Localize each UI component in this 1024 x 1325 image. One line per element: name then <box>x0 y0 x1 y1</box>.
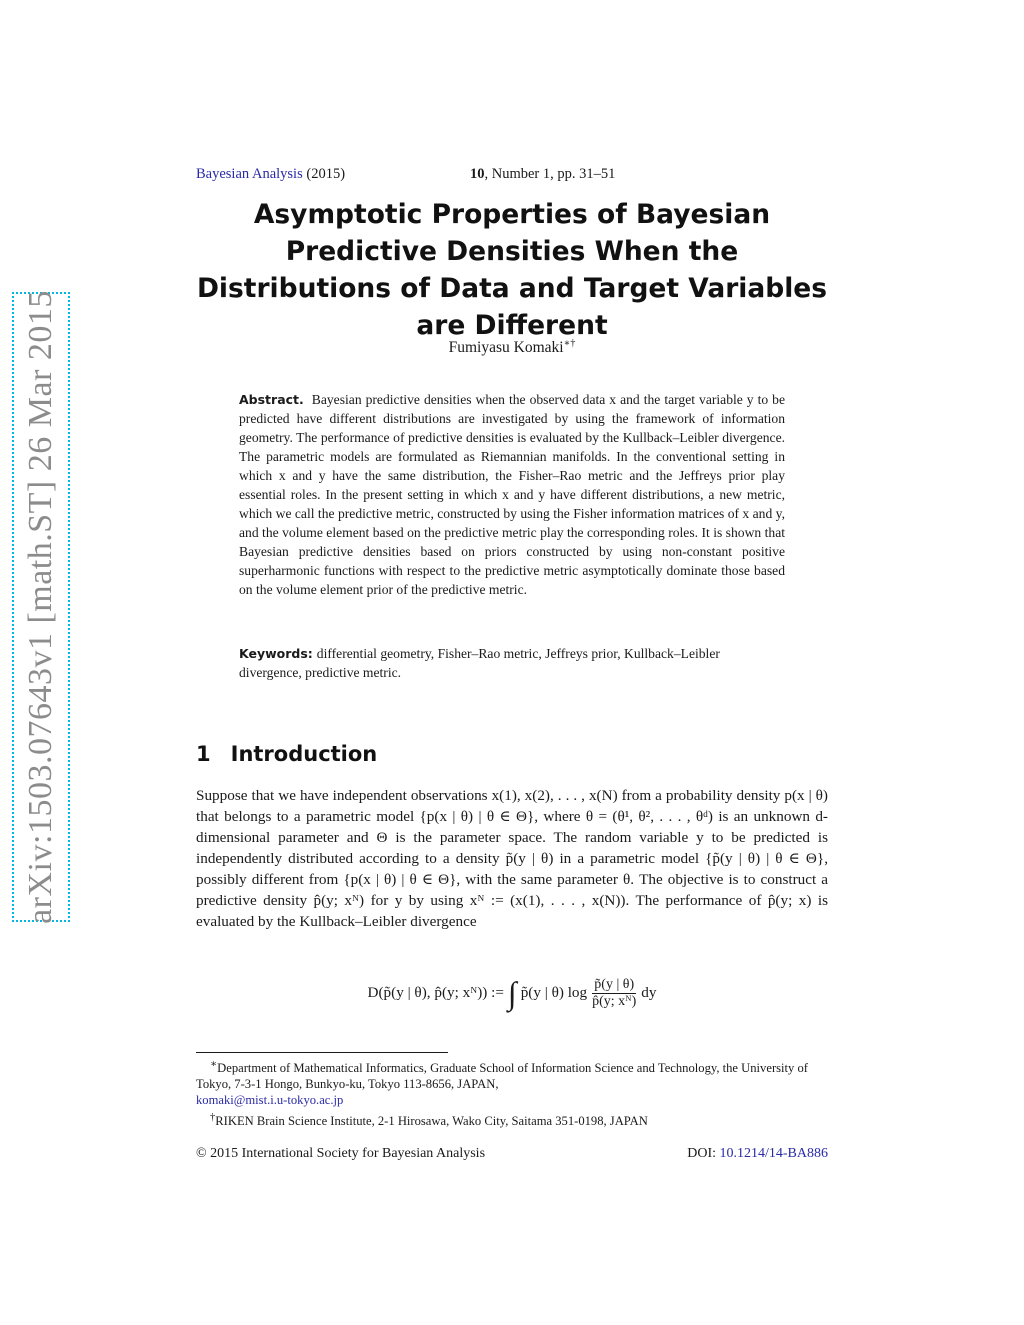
journal-year: (2015) <box>306 166 346 182</box>
equation-differential: dy <box>641 984 657 1001</box>
arxiv-stamp <box>12 292 70 922</box>
volume-number: 10 <box>470 166 485 182</box>
arxiv-identifier: arXiv:1503.07643v1 [math.ST] 26 Mar 2015 <box>22 290 59 924</box>
keywords-label: Keywords: <box>239 646 313 661</box>
author-email-link[interactable]: komaki@mist.i.u-tokyo.ac.jp <box>196 1093 344 1108</box>
footnote-affiliation-2 <box>196 1110 828 1129</box>
equation-lhs: D(p̃(y | θ), p̂(y; xᴺ)) := <box>367 984 504 1001</box>
footnote-affiliation-1 <box>196 1057 828 1108</box>
journal-link[interactable]: Bayesian Analysis <box>196 166 303 182</box>
doi-label: DOI: <box>687 1146 716 1161</box>
keywords <box>239 644 785 682</box>
abstract-text: Bayesian predictive densities when the observed data x and the target variable y to be predicted have different distributions are investigated by using the framework of information geometry. The performance of predictive densities is evaluated by the Kullback–Leibler divergence. The parametric models are formulated as Riemannian manifolds. In the conventional setting in which x and y have the same distribution, the Fisher–Rao metric and the Jeffreys prior play essential roles. In the present setting in which x and y have different distributions, a new metric, which we call the predictive metric, constructed by using the Fisher information matrices of x and y, and the volume element based on the predictive metric play the corresponding roles. It is shown that Bayesian predictive densities based on priors constructed by using non-constant positive superharmonic functions with respect to the predictive metric asymptotically dominate those based on the volume element prior of the predictive metric. <box>239 392 785 597</box>
abstract-label: Abstract. <box>239 392 304 407</box>
integral-sign: ∫ <box>507 974 517 1011</box>
equation-integrand: p̃(y | θ) log <box>520 984 588 1001</box>
author-name: Fumiyasu Komaki <box>448 339 564 357</box>
running-head-volume <box>470 166 615 183</box>
author-footnote-marks[interactable]: ∗† <box>563 338 576 349</box>
fraction-denominator: p̂(y; xᴺ) <box>592 993 637 1009</box>
section-number: 1 <box>196 742 211 766</box>
issue-pages: , Number 1, pp. 31–51 <box>484 166 616 182</box>
author <box>196 338 828 357</box>
copyright-notice: © 2015 International Society for Bayesian Analysis <box>196 1146 486 1161</box>
abstract <box>239 390 785 599</box>
footnotes <box>196 1057 828 1129</box>
paper-title: Asymptotic Properties of Bayesian Predictive Densities When the Distributions of Data and Target Variables are Different <box>196 199 828 341</box>
doi <box>687 1146 828 1162</box>
doi-link[interactable]: 10.1214/14-BA886 <box>719 1146 828 1161</box>
section-heading <box>196 742 377 766</box>
equation-fraction <box>590 977 638 1010</box>
footnote-rule <box>196 1052 448 1053</box>
page-footer <box>196 1146 828 1162</box>
fraction-numerator: p̃(y | θ) <box>594 976 635 992</box>
intro-paragraph: Suppose that we have independent observations x(1), x(2), . . . , x(N) from a probability density p(x | θ) that belongs to a parametric model {p(x | θ) | θ ∈ Θ}, where θ = (θ¹, θ², . . . , θᵈ) is an unknown d-dimensional parameter and Θ is the parameter space. The random variable y to be predicted is independently distributed according to a density p̃(y | θ) in a parametric model {p̃(y | θ) | θ ∈ Θ}, possibly different from {p(x | θ) | θ ∈ Θ}, with the same parameter θ. The objective is to construct a predictive density p̂(y; xᴺ) for y by using xᴺ := (x(1), . . . , x(N)). The performance of p̂(y; x) is evaluated by the Kullback–Leibler divergence <box>196 787 828 930</box>
footnote-star-mark: ∗ <box>210 1059 218 1070</box>
footnote-dagger-mark: † <box>210 1112 216 1124</box>
footnote-dagger-text: RIKEN Brain Science Institute, 2-1 Hirosawa, Wako City, Saitama 351-0198, JAPAN <box>215 1114 648 1129</box>
footnote-star-text: Department of Mathematical Informatics, Graduate School of Information Science and Technology, the University of Tokyo, 7-3-1 Hongo, Bunkyo-ku, Tokyo 113-8656, JAPAN, <box>196 1061 808 1092</box>
keywords-text: differential geometry, Fisher–Rao metric, Jeffreys prior, Kullback–Leibler divergence, predictive metric. <box>239 646 720 680</box>
kl-divergence-equation <box>196 968 828 1018</box>
running-head-journal <box>196 166 345 183</box>
section-title: Introduction <box>230 742 378 766</box>
